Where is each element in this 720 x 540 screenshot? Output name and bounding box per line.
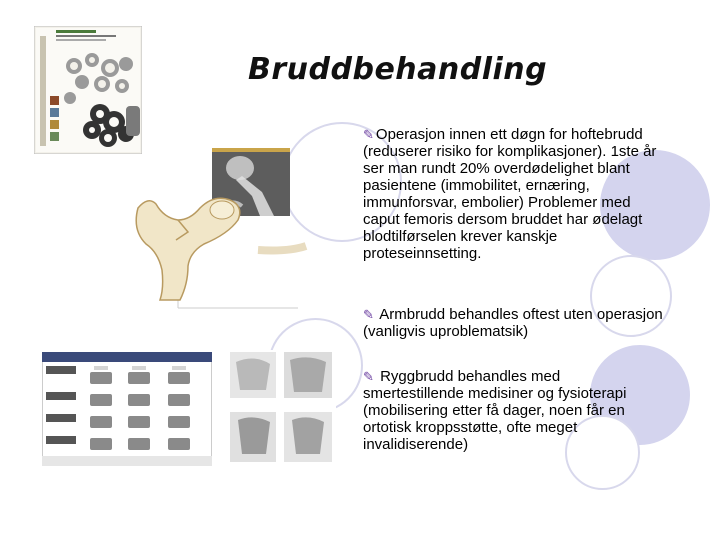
bullet-hip-fracture (363, 126, 663, 262)
bullet-arm-fracture (363, 306, 663, 340)
back-orthosis-photos (226, 350, 336, 470)
vertebral-fracture-chart (42, 352, 212, 466)
bullet-text: Operasjon innen ett døgn for hoftebrudd (reduserer risiko for komplikasjoner). 1ste år ser man rundt 20% overdødelighet blant pasientene (immobilitet, ernæring, immunforsvar, embolier) Problemer med caput femoris dersom bruddet har ødelagt blodtilførselen krever kanskje proteseinnsetting. (363, 126, 657, 262)
pen-icon: ✎ (363, 127, 374, 142)
bullet-text: Armbrudd behandles oftest uten operasjon (vanligvis uproblematsik) (363, 306, 663, 340)
bullet-text: Ryggbrudd behandles med smertestillende medisiner og fysioterapi (mobilisering etter få dager, noen får en ortotisk kroppsstøtte, ofte meget invalidiserende) (363, 368, 627, 453)
pen-icon: ✎ (363, 307, 374, 322)
hip-bone-illustration (118, 190, 308, 320)
pen-icon: ✎ (363, 369, 374, 384)
bullet-back-fracture (363, 368, 663, 453)
slide-title: Bruddbehandling (248, 52, 548, 87)
book-cover-image (34, 26, 142, 154)
